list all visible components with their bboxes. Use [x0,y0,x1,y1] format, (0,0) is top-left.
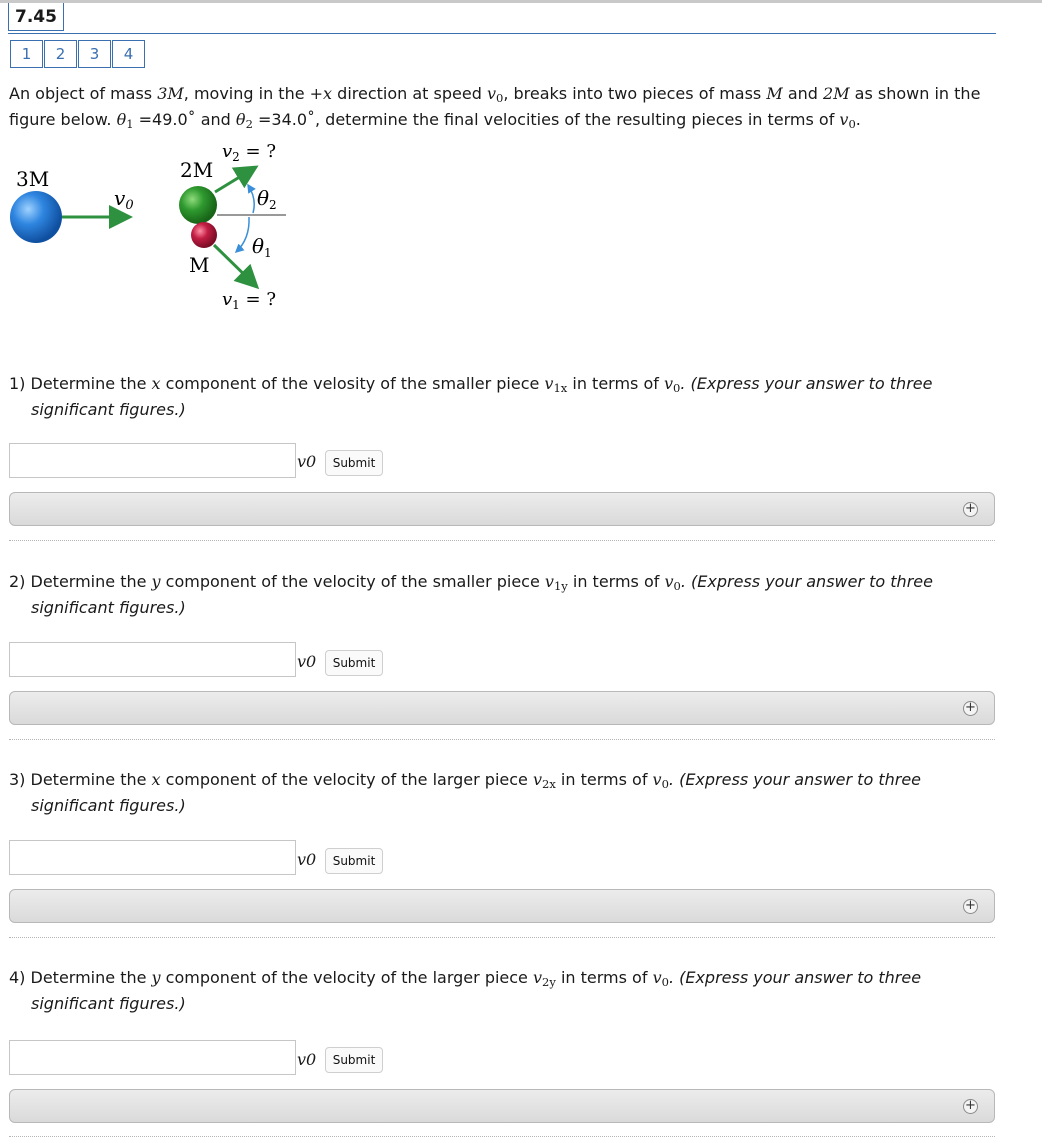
question-instruction-line2: significant figures.) [31,993,186,1013]
label-v1-var: v [222,289,233,310]
intro-math [117,110,134,129]
intro-text: , moving in the [183,84,310,103]
question-instruction: . (Express your answer to three [680,374,933,393]
label-theta2 [257,186,277,212]
problem-statement [9,83,1009,135]
ball-3m [10,191,62,243]
question-number: 1) [9,374,31,393]
question-divider [9,739,995,740]
submit-button-2[interactable]: Submit [325,650,383,676]
question-math [653,770,669,789]
intro-text: as shown in the figure below. [9,84,981,129]
answer-unit-2: v0 [297,652,317,671]
question-text: in terms of [555,968,653,987]
intro-text: An object of mass [9,84,158,103]
question-math [533,770,556,789]
plus-circle-icon[interactable]: + [963,899,978,914]
question-instruction-line2: significant figures.) [31,597,186,617]
question-math: y [151,968,161,987]
angle-arc-theta1 [236,217,249,252]
top-border [0,0,1042,3]
question-sub: 0 [673,578,681,593]
label-v0-sub: 0 [125,198,134,213]
ball-m [191,222,217,248]
answer-input-1[interactable] [9,443,296,478]
label-3m: 3M [16,167,50,191]
intro-sub: 0 [496,90,504,105]
label-v1-sub: 1 [232,298,240,312]
question-var: v [532,968,543,987]
arrow-v1 [214,245,257,287]
question-math: y [151,572,161,591]
intro-var: v [839,109,849,129]
submit-button-4[interactable]: Submit [325,1047,383,1073]
question-number: 2) [9,572,31,591]
question-math [545,572,568,591]
question-math [664,572,680,591]
intro-math [487,84,503,103]
question-instruction: . (Express your answer to three [680,572,933,591]
intro-text: , breaks into two pieces of mass [503,84,767,103]
question-text: Determine the [30,770,152,789]
question-text: Determine the [30,572,152,591]
label-theta2-sub: 2 [269,198,277,212]
question-text: in terms of [555,770,653,789]
label-2m: 2M [180,158,214,182]
question-text: component of the velocity of the smaller piece [160,572,545,591]
question-var: v [664,572,674,591]
question-4 [9,967,1009,1014]
question-sub: 2x [542,776,556,791]
feedback-panel-3[interactable] [9,889,995,923]
question-sub: 0 [661,974,669,989]
intro-var: θ [235,109,246,129]
feedback-panel-2[interactable] [9,691,995,725]
tab-part-3[interactable]: 3 [78,40,111,68]
question-var: v [544,572,554,591]
question-3 [9,769,1009,816]
question-text: Determine the [30,374,152,393]
question-instruction: . (Express your answer to three [668,770,921,789]
question-math: x [151,374,161,393]
question-math [533,968,556,987]
question-1 [9,373,1009,420]
label-theta1 [252,234,272,260]
label-v2 [222,141,276,164]
answer-input-3[interactable] [9,840,296,875]
feedback-panel-1[interactable] [9,492,995,526]
title-divider [8,33,996,34]
answer-unit-3: v0 [297,850,317,869]
label-theta2-var: θ [257,186,270,210]
question-text: component of the velocity of the larger piece [160,968,533,987]
intro-text: . [855,109,861,129]
question-var: v [663,374,674,393]
question-var: v [544,374,554,393]
question-2 [9,571,1009,618]
question-instruction: . (Express your answer to three [668,968,922,987]
question-var: v [652,770,662,789]
submit-button-3[interactable]: Submit [325,848,383,874]
label-m: M [189,253,210,277]
question-instruction-line2: significant figures.) [31,399,186,419]
question-math [664,374,680,393]
intro-var: θ [116,109,127,129]
question-divider [9,937,995,938]
question-text: in terms of [567,572,665,591]
question-divider [9,1136,995,1137]
question-math: x [151,770,161,789]
intro-sub: 2 [245,116,253,131]
intro-sub: 0 [848,116,856,131]
collision-figure [0,135,320,320]
submit-button-1[interactable]: Submit [325,450,383,476]
plus-circle-icon[interactable]: + [963,701,978,716]
question-sub: 1x [553,380,568,395]
intro-text: and [782,84,824,103]
intro-text: =49.0˚ and [133,109,236,129]
question-divider [9,540,995,541]
question-text: component of the velosity of the smaller piece [160,374,545,393]
question-var: v [652,968,662,987]
question-sub: 2y [542,974,556,989]
tab-part-1[interactable]: 1 [10,40,43,68]
tab-part-4[interactable]: 4 [112,40,145,68]
ball-2m [179,186,217,224]
label-theta1-var: θ [252,234,265,258]
label-v0 [114,186,134,213]
intro-math: 3M [157,84,184,103]
answer-unit-4: v0 [297,1050,317,1069]
answer-unit-1: v0 [297,452,317,471]
answer-input-2[interactable] [9,642,296,677]
intro-math: 2M [823,84,850,103]
question-sub: 1y [553,578,568,593]
label-theta1-sub: 1 [264,246,272,260]
question-instruction-line2: significant figures.) [31,795,186,815]
question-number: 3) [9,770,31,789]
question-text: Determine the [30,968,152,987]
intro-var: v [486,84,496,103]
intro-math: M [766,84,783,103]
feedback-panel-4[interactable] [9,1089,995,1123]
tab-part-2[interactable]: 2 [44,40,77,68]
label-v2-sub: 2 [232,150,240,164]
question-sub: 0 [673,380,681,395]
label-v1 [222,289,276,312]
intro-math [839,110,855,129]
plus-circle-icon[interactable]: + [963,1099,978,1114]
label-v2-var: v [222,141,233,162]
intro-math [236,110,253,129]
question-sub: 0 [661,776,669,791]
intro-sub: 1 [126,116,134,131]
part-tabs [10,40,146,68]
intro-text: direction at speed [332,84,487,103]
angle-arc-theta2 [248,185,254,213]
plus-circle-icon[interactable]: + [963,502,978,517]
problem-number: 7.45 [8,3,64,31]
label-v2-q: = ? [239,141,276,162]
label-v1-q: = ? [239,289,276,310]
question-math [653,968,669,987]
intro-text: =34.0˚, determine the final velocities of the resulting pieces in terms of [252,109,840,129]
label-v0-var: v [114,186,126,210]
question-text: in terms of [567,374,664,393]
question-math [544,374,567,393]
answer-input-4[interactable] [9,1040,296,1075]
question-text: component of the velocity of the larger piece [160,770,533,789]
question-number: 4) [9,968,31,987]
intro-math: +x [309,84,333,103]
question-var: v [532,770,543,789]
